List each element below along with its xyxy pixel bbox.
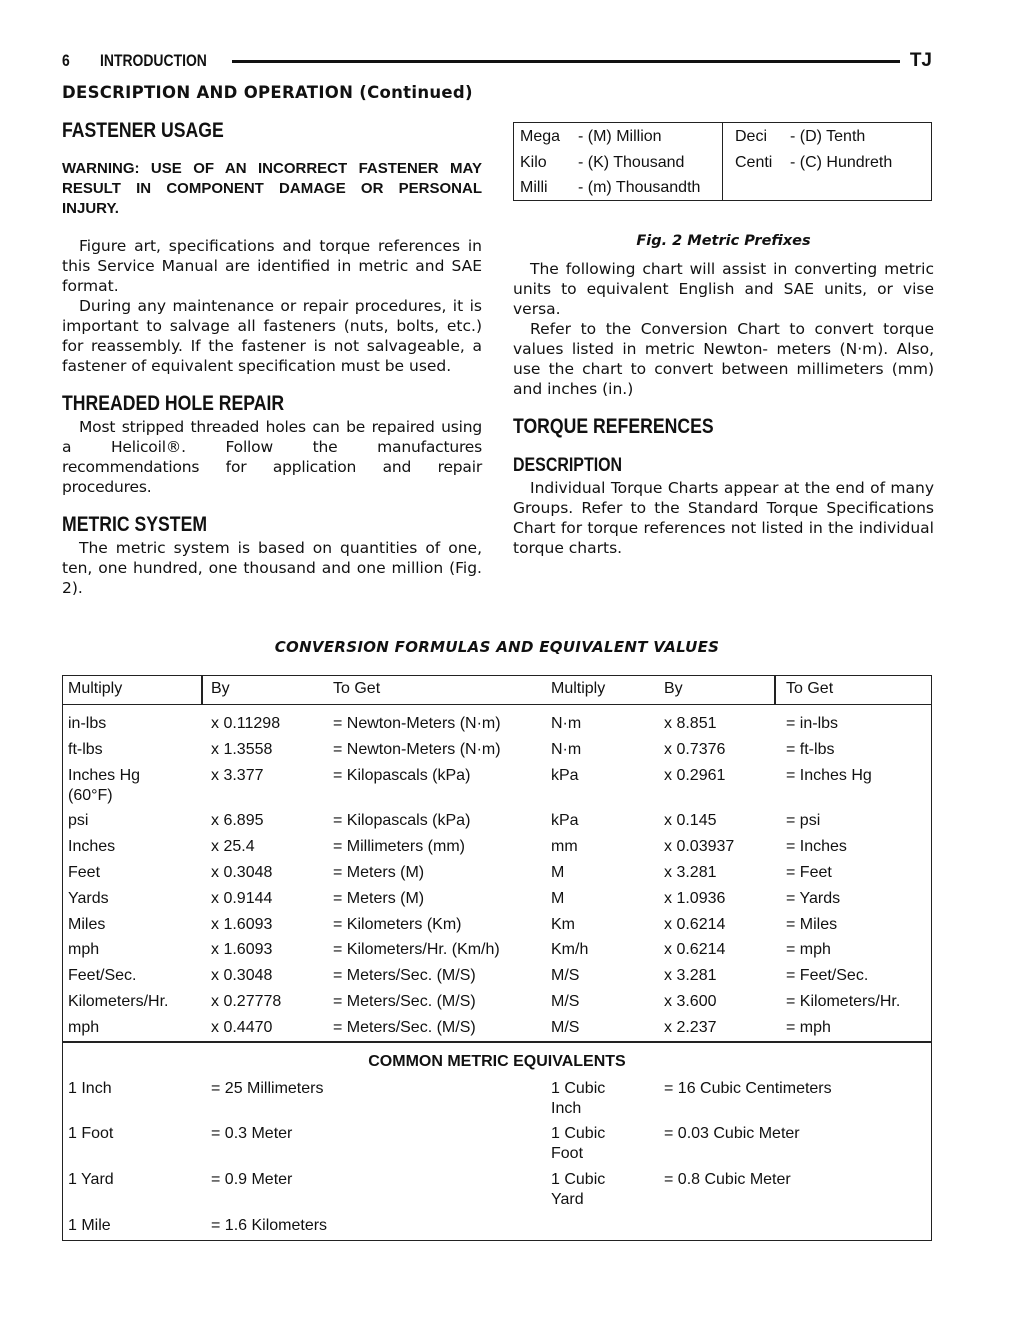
table-cell: x 0.3048: [211, 967, 273, 984]
table-cell: = Kilometers/Hr.: [786, 993, 901, 1010]
prefix-name: Kilo: [520, 153, 547, 171]
table-cell: N·m: [551, 715, 582, 732]
equivalent-cell: = 1.6 Kilometers: [211, 1217, 328, 1234]
paragraph-torque-charts: Individual Torque Charts appear at the end of many Groups. Refer to the Standard Torque Specifications Chart for torque references not listed in the individual torque charts.: [513, 479, 934, 557]
table-cell: = Feet/Sec.: [786, 967, 869, 984]
table-cell: kPa: [551, 812, 579, 829]
table-cell: x 1.6093: [211, 916, 273, 933]
warning-text: WARNING: USE OF AN INCORRECT FASTENER MAY RESULT IN COMPONENT DAMAGE OR PERSONAL INJURY.: [62, 160, 482, 217]
equivalent-cell: 1 Yard: [68, 1171, 114, 1188]
figure-caption: Fig. 2 Metric Prefixes: [636, 233, 811, 249]
paragraph-helicoil: Most stripped threaded holes can be repaired using a Helicoil®. Follow the manufactures recommendations for application and repair procedures.: [62, 418, 482, 496]
table-cell: in-lbs: [68, 715, 107, 732]
table-cell: x 6.895: [211, 812, 264, 829]
table-cell: = Meters/Sec. (M/S): [333, 967, 476, 984]
prefix-row: [520, 124, 722, 150]
heading-description: DESCRIPTION: [513, 455, 623, 476]
prefix-row: [735, 150, 892, 176]
table-cell: mm: [551, 838, 578, 855]
column-header: Multiply: [551, 680, 606, 697]
prefix-row: [735, 124, 892, 150]
table-cell: Miles: [68, 916, 106, 933]
section-title: INTRODUCTION: [100, 51, 207, 70]
table-cell: kPa: [551, 767, 579, 784]
prefix-name: Deci: [735, 128, 768, 145]
table-cell: = Millimeters (mm): [333, 838, 465, 855]
table-cell: Km: [551, 916, 575, 933]
table-cell: x 0.145: [664, 812, 717, 829]
table-cell: x 0.11298: [211, 715, 281, 732]
equivalents-divider: [63, 1041, 931, 1043]
equivalent-cell: 1 Cubic: [551, 1080, 606, 1097]
table-cell: x 3.281: [664, 967, 717, 984]
table-cell: x 0.4470: [211, 1019, 273, 1036]
table-cell: = Kilometers/Hr. (Km/h): [333, 941, 500, 958]
column-divider: [774, 676, 776, 704]
prefix-meaning: - (M) Million: [578, 128, 662, 145]
heading-metric-system: METRIC SYSTEM: [62, 513, 208, 536]
table-cell: x 1.6093: [211, 941, 273, 958]
table-cell: x 0.27778: [211, 993, 282, 1010]
table-cell: M/S: [551, 993, 580, 1010]
table-cell: = Meters (M): [333, 890, 425, 907]
conversion-header-row: [63, 676, 931, 705]
table-cell: ft-lbs: [68, 741, 103, 758]
table-cell: = Kilopascals (kPa): [333, 767, 471, 784]
table-cell: psi: [68, 812, 89, 829]
metric-prefixes-table: [513, 122, 932, 201]
continued-title: DESCRIPTION AND OPERATION (Continued): [62, 83, 473, 102]
equivalent-cell: 1 Foot: [68, 1125, 114, 1142]
equivalent-cell: 1 Cubic: [551, 1171, 606, 1188]
prefix-meaning: - (D) Tenth: [790, 128, 866, 145]
equivalents-title: COMMON METRIC EQUIVALENTS: [368, 1053, 626, 1070]
table-cell: = Miles: [786, 916, 838, 933]
paragraph-figure-art: Figure art, specifications and torque references in this Service Manual are identified in metric and SAE format.: [62, 237, 482, 295]
equivalent-cell: = 0.3 Meter: [211, 1125, 293, 1142]
table-cell: Yards: [68, 890, 109, 907]
page-number: 6: [62, 51, 70, 70]
table-cell: x 0.6214: [664, 941, 726, 958]
table-cell: = Meters (M): [333, 864, 425, 881]
equivalent-cell: Yard: [551, 1191, 584, 1208]
prefix-meaning: - (C) Hundreth: [790, 153, 893, 171]
header-rule: [232, 60, 900, 63]
column-header: Multiply: [68, 680, 123, 697]
equivalent-cell: Foot: [551, 1145, 584, 1162]
equivalent-cell: = 0.8 Cubic Meter: [664, 1171, 791, 1188]
prefix-row: [520, 175, 722, 201]
table-cell: x 0.9144: [211, 890, 273, 907]
prefixes-left-cell: [514, 123, 723, 200]
equivalent-cell: 1 Inch: [68, 1080, 112, 1097]
table-cell: Feet/Sec.: [68, 967, 137, 984]
table-cell: Inches: [68, 838, 116, 855]
table-cell: = mph: [786, 941, 831, 958]
table-cell: = Kilometers (Km): [333, 916, 462, 933]
table-cell: Feet: [68, 864, 101, 881]
table-cell: x 25.4: [211, 838, 255, 855]
column-header: To Get: [786, 680, 834, 697]
table-cell: x 0.7376: [664, 741, 726, 758]
heading-threaded-hole-repair: THREADED HOLE REPAIR: [62, 392, 285, 415]
page-header: [62, 50, 932, 72]
paragraph-torque-values: Refer to the Conversion Chart to convert torque values listed in metric Newton- meters (N·m). Also, use the chart to convert between millimeters (mm) and inches (in.): [513, 320, 934, 398]
column-divider: [201, 676, 203, 704]
table-cell: = Feet: [786, 864, 832, 881]
table-cell: x 8.851: [664, 715, 717, 732]
prefix-meaning: - (m) Thousandth: [578, 179, 701, 196]
paragraph-metric-system: The metric system is based on quantities of one, ten, one hundred, one thousand and one million (Fig. 2).: [62, 539, 482, 597]
prefix-name: Milli: [520, 179, 548, 196]
table-cell: = Newton-Meters (N·m): [333, 741, 501, 758]
table-cell: Kilometers/Hr.: [68, 993, 169, 1010]
table-cell: = in-lbs: [786, 715, 839, 732]
prefix-name: Centi: [735, 153, 773, 171]
table-cell: = Meters/Sec. (M/S): [333, 1019, 476, 1036]
prefix-name: Mega: [520, 128, 561, 145]
equivalent-cell: = 0.9 Meter: [211, 1171, 293, 1188]
equivalent-cell: = 25 Millimeters: [211, 1080, 324, 1097]
table-cell: N·m: [551, 741, 582, 758]
table-cell-note: (60°F): [68, 787, 113, 804]
table-cell: M/S: [551, 1019, 580, 1036]
table-cell: x 3.281: [664, 864, 717, 881]
table-cell: M: [551, 890, 565, 907]
heading-torque-references: TORQUE REFERENCES: [513, 415, 714, 438]
table-cell: x 1.0936: [664, 890, 726, 907]
table-cell: = Inches: [786, 838, 847, 855]
table-cell: = Newton-Meters (N·m): [333, 715, 501, 732]
table-cell: x 0.03937: [664, 838, 735, 855]
table-cell: x 0.2961: [664, 767, 726, 784]
table-cell: = Yards: [786, 890, 841, 907]
table-cell: Km/h: [551, 941, 589, 958]
column-header: By: [664, 680, 683, 697]
table-cell: = Meters/Sec. (M/S): [333, 993, 476, 1010]
table-cell: x 2.237: [664, 1019, 717, 1036]
equivalent-cell: = 0.03 Cubic Meter: [664, 1125, 800, 1142]
table-cell: Inches Hg: [68, 767, 141, 784]
table-cell: = mph: [786, 1019, 831, 1036]
conversion-table-title: CONVERSION FORMULAS AND EQUIVALENT VALUES: [274, 638, 720, 656]
table-cell: mph: [68, 1019, 100, 1036]
prefixes-right-cell: [723, 123, 892, 200]
column-header: By: [211, 680, 230, 697]
table-cell: M: [551, 864, 565, 881]
table-cell: = Inches Hg: [786, 767, 872, 784]
table-cell: x 0.6214: [664, 916, 726, 933]
column-header: To Get: [333, 680, 381, 697]
left-column: [62, 118, 482, 598]
table-cell: x 3.600: [664, 993, 717, 1010]
heading-fastener-usage: FASTENER USAGE: [62, 119, 224, 142]
table-cell: = ft-lbs: [786, 741, 835, 758]
paragraph-salvage-fasteners: During any maintenance or repair procedures, it is important to salvage all fasteners (nuts, bolts, etc.) for reassembly. If the fastener is not salvageable, a fastener of equivalent specification must be used.: [62, 297, 482, 375]
right-column: [513, 122, 934, 558]
conversion-table: [62, 675, 932, 1241]
paragraph-conversion-chart: The following chart will assist in converting metric units to equivalent English and SAE units, or vise versa.: [513, 260, 934, 318]
equivalent-cell: Inch: [551, 1100, 582, 1117]
table-cell: x 0.3048: [211, 864, 273, 881]
model-code: TJ: [909, 50, 932, 71]
equivalent-cell: 1 Mile: [68, 1217, 111, 1234]
prefix-meaning: - (K) Thousand: [578, 153, 685, 171]
equivalent-cell: = 16 Cubic Centimeters: [664, 1080, 832, 1097]
equivalent-cell: 1 Cubic: [551, 1125, 606, 1142]
table-cell: x 1.3558: [211, 741, 273, 758]
table-cell: = psi: [786, 812, 821, 829]
table-cell: x 3.377: [211, 767, 264, 784]
prefix-row: [520, 150, 722, 176]
table-cell: = Kilopascals (kPa): [333, 812, 471, 829]
table-cell: M/S: [551, 967, 580, 984]
table-cell: mph: [68, 941, 100, 958]
